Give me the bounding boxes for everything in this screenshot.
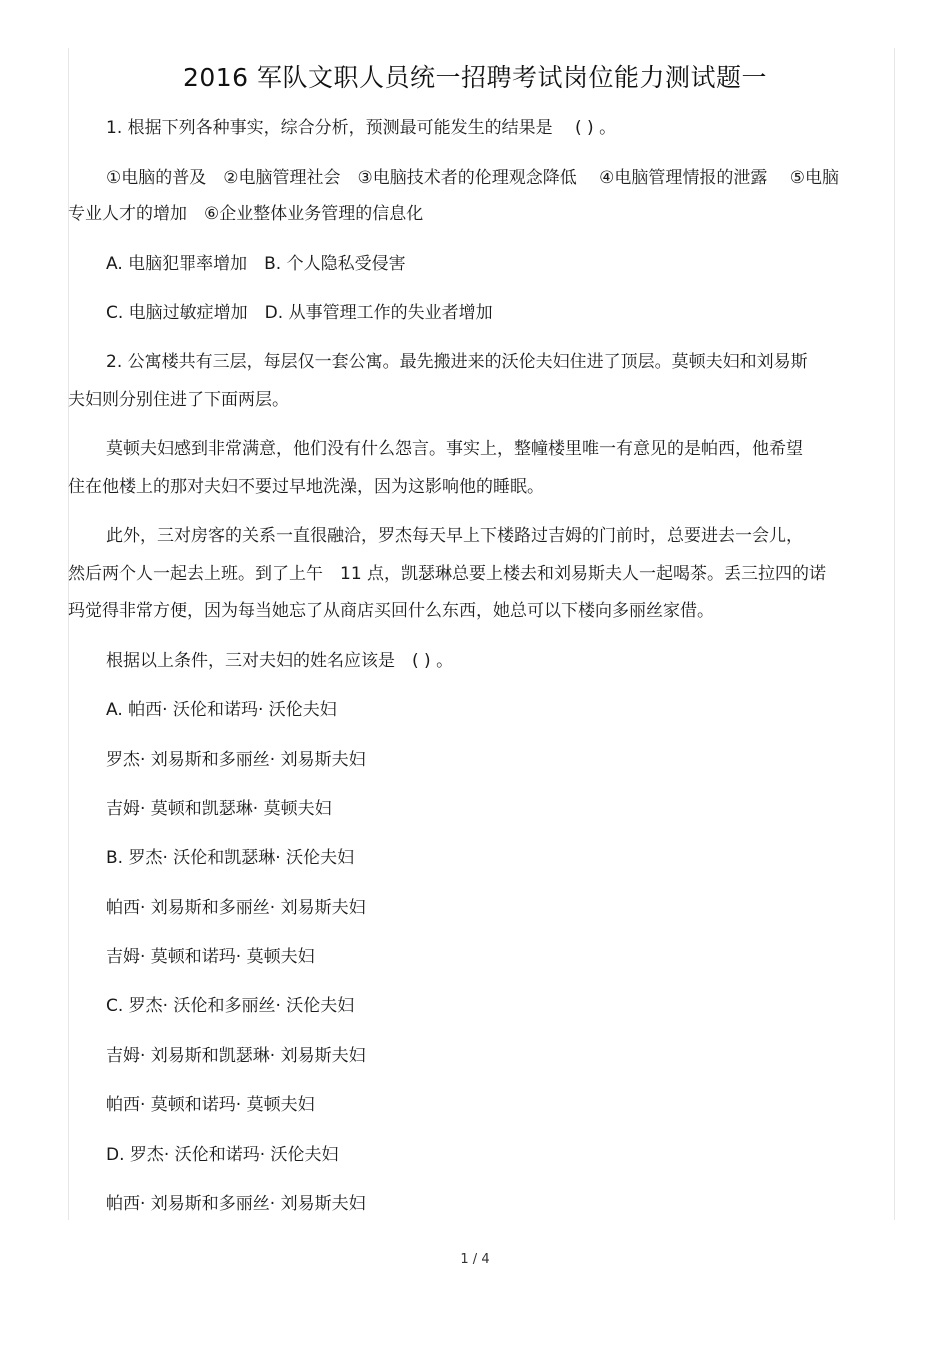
question-2-stem: 2. 公寓楼共有三层，每层仅一套公寓。最先搬进来的沃伦夫妇住进了顶层。莫顿夫妇和刘易斯 <box>106 352 808 372</box>
question-1-options-ab: A. 电脑犯罪率增加 B. 个人隐私受侵害 <box>106 254 406 274</box>
question-2-prompt: 根据以上条件，三对夫妇的姓名应该是 ( ) 。 <box>106 651 454 671</box>
option-b-line-2: 帕西· 刘易斯和多丽丝· 刘易斯夫妇 <box>106 898 366 918</box>
page-number: 1 / 4 <box>460 1252 490 1267</box>
option-a-line-2: 罗杰· 刘易斯和多丽丝· 刘易斯夫妇 <box>106 750 366 770</box>
question-2-paragraph-3-end: 玛觉得非常方便，因为每当她忘了从商店买回什么东西，她总可以下楼向多丽丝家借。 <box>68 601 714 621</box>
document-title: 2016 军队文职人员统一招聘考试岗位能力测试题一 <box>182 63 768 92</box>
page-border-right <box>894 48 895 1220</box>
option-b-line-3: 吉姆· 莫顿和诺玛· 莫顿夫妇 <box>106 947 315 967</box>
option-d-line-2: 帕西· 刘易斯和多丽丝· 刘易斯夫妇 <box>106 1194 366 1214</box>
question-2-paragraph-2: 莫顿夫妇感到非常满意，他们没有什么怨言。事实上，整幢楼里唯一有意见的是帕西，他希望 <box>106 439 803 459</box>
option-a-line-3: 吉姆· 莫顿和凯瑟琳· 莫顿夫妇 <box>106 799 332 819</box>
option-d-line-1: D. 罗杰· 沃伦和诺玛· 沃伦夫妇 <box>106 1145 339 1165</box>
question-1-facts: ①电脑的普及 ②电脑管理社会 ③电脑技术者的伦理观念降低 ④电脑管理情报的泄露 ⑤电脑 <box>106 168 840 188</box>
option-a-line-1: A. 帕西· 沃伦和诺玛· 沃伦夫妇 <box>106 700 337 720</box>
option-b-line-1: B. 罗杰· 沃伦和凯瑟琳· 沃伦夫妇 <box>106 848 355 868</box>
question-2-stem-cont: 夫妇则分别住进了下面两层。 <box>68 390 289 410</box>
question-1-options-cd: C. 电脑过敏症增加 D. 从事管理工作的失业者增加 <box>106 303 493 323</box>
option-c-line-3: 帕西· 莫顿和诺玛· 莫顿夫妇 <box>106 1095 315 1115</box>
question-1-stem: 1. 根据下列各种事实，综合分析，预测最可能发生的结果是 ( ) 。 <box>106 118 617 138</box>
option-c-line-2: 吉姆· 刘易斯和凯瑟琳· 刘易斯夫妇 <box>106 1046 366 1066</box>
question-1-facts-cont: 专业人才的增加 ⑥企业整体业务管理的信息化 <box>68 204 424 224</box>
question-2-paragraph-3: 此外，三对房客的关系一直很融洽，罗杰每天早上下楼路过吉姆的门前时，总要进去一会儿， <box>106 526 803 546</box>
option-c-line-1: C. 罗杰· 沃伦和多丽丝· 沃伦夫妇 <box>106 996 355 1016</box>
question-2-paragraph-2-cont: 住在他楼上的那对夫妇不要过早地洗澡，因为这影响他的睡眠。 <box>68 477 544 497</box>
question-2-paragraph-3-cont: 然后两个人一起去上班。到了上午 11 点，凯瑟琳总要上楼去和刘易斯夫人一起喝茶。丢三拉四的诺 <box>68 564 827 584</box>
